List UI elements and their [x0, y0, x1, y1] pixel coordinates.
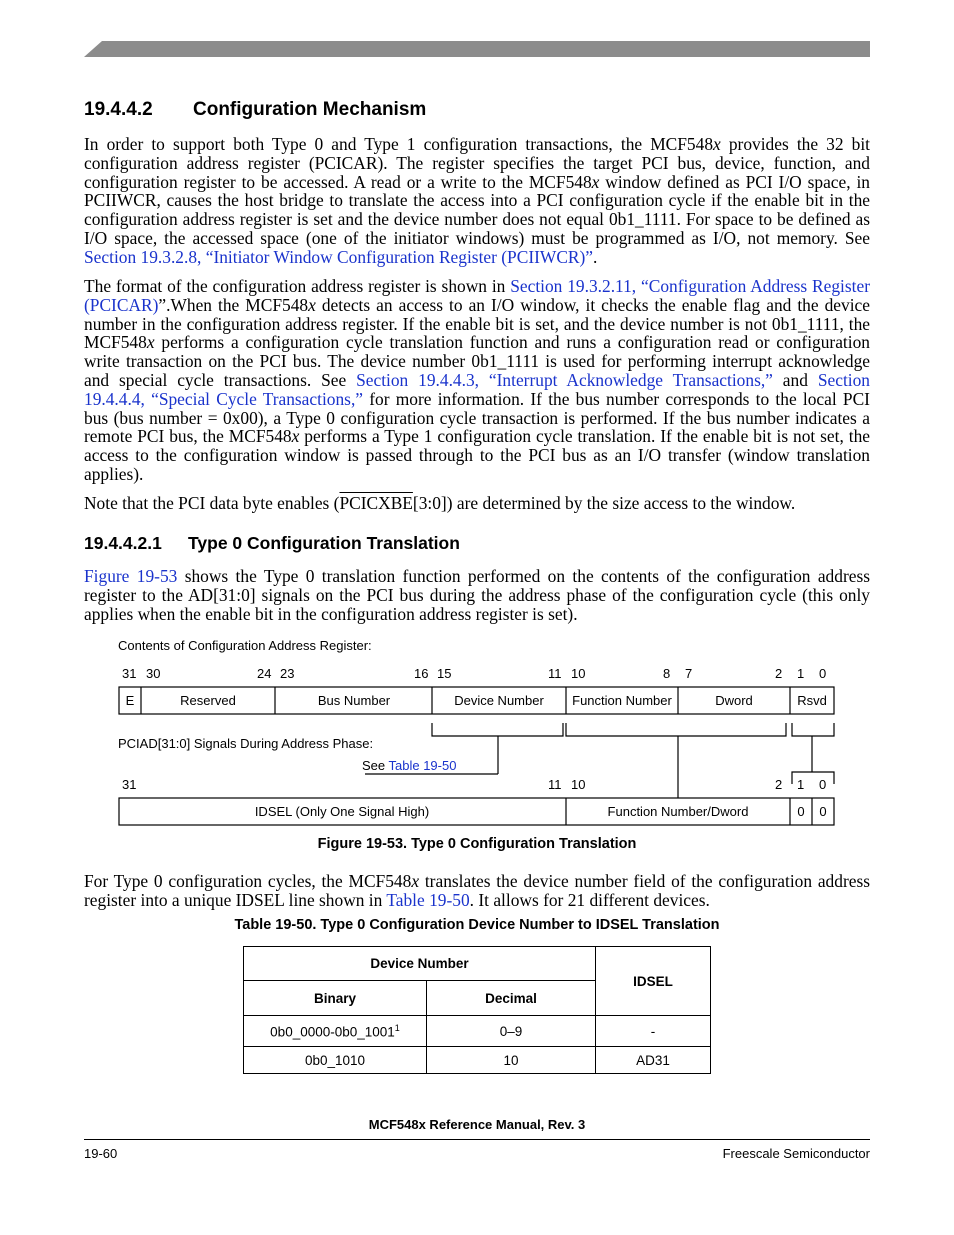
cell-decimal: 0–9	[427, 1016, 596, 1047]
bit-number: 1	[797, 666, 805, 681]
table-caption: Table 19-50. Type 0 Configuration Device Number to IDSEL Translation	[234, 917, 720, 933]
header-bar	[84, 41, 870, 57]
section-number: 19.4.4.2	[84, 99, 153, 120]
link-table-19-50: Table 19-50	[388, 758, 457, 773]
bit-number: 10	[571, 666, 586, 681]
bit-number: 1	[797, 777, 805, 792]
see-table-note: See Table 19-50	[362, 758, 457, 773]
footer-rule	[84, 1139, 870, 1140]
link-figure-19-53[interactable]: Figure 19-53	[84, 566, 178, 586]
subsection-heading	[84, 533, 460, 554]
bit-number: 30	[146, 666, 161, 681]
cell-decimal: 10	[427, 1047, 596, 1074]
bit-number: 10	[571, 777, 586, 792]
field-rsvd: Rsvd	[797, 693, 827, 708]
field-dword: Dword	[715, 693, 753, 708]
bracket-function-dword	[566, 723, 786, 736]
bit-number: 16	[414, 666, 429, 681]
figure-top-label: Contents of Configuration Address Register:	[118, 638, 372, 653]
paragraph-idsel: For Type 0 configuration cycles, the MCF548x translates the device number field of the configuration address register into a unique IDSEL line shown in Table 19-50. It allows for 21 different devices.	[84, 871, 870, 910]
header-idsel: IDSEL	[596, 947, 711, 1016]
field-device-number: Device Number	[454, 693, 544, 708]
table-row	[244, 1047, 711, 1074]
subsection-number: 19.4.4.2.1	[84, 533, 162, 553]
paragraph-type0: Figure 19-53 shows the Type 0 translation function performed on the contents of the configuration address register to the AD[31:0] signals on the PCI bus during the address phase of the configuration cycle (this only applies when the enable bit in the configuration address register is set).	[84, 566, 870, 624]
bit-number: 0	[819, 666, 827, 681]
paragraph-format: The format of the configuration address register is shown in Section 19.3.2.11, “Configuration Address Register (PCICAR)”.When the MCF548x detects an access to an I/O window, it checks the enable flag and the device number in the configuration address register. If the enable bit is set, and the device number is not 0b1_1111, the MCF548x performs a configuration cycle translation function and runs a configuration read or configuration write transaction on the PCI bus. The device number 0b1_1111 is used for performing interrupt acknowledge and special cycle transactions. See Section 19.4.4.3, “Interrupt Acknowledge Transactions,” and Section 19.4.4.4, “Special Cycle Transactions,” for more information. If the bus number corresponds to the local PCI bus (bus number = 0x00), a Type 0 configuration cycle transaction is performed. If the bus number indicates a remote PCI bus, the MCF548x performs a Type 1 configuration cycle translation. If the enable bit is not set, the access to the configuration window is passed through to the PCI bus as an I/O transfer (window translation applies).	[84, 276, 870, 484]
bit-number: 11	[548, 666, 562, 681]
header-device-number: Device Number	[244, 947, 596, 981]
register-box-top	[119, 687, 834, 714]
paragraph-intro: In order to support both Type 0 and Type 1 configuration transactions, the MCF548x provides the 32 bit configuration address register (PCICAR). The register specifies the target PCI bus, device, function, and configuration register to be accessed. A read or a write to the MCF548x window defined as PCI I/O space, in PCIIWCR, causes the host bridge to translate the access into a PCI configuration cycle if the enable bit in the configuration address register is set and the device number does not equal 0b1_1111. For space to be defined as I/O space, the accessed space (one of the initiator windows) must be programmed as I/O, not memory. See Section 19.3.2.8, “Initiator Window Configuration Register (PCIIWCR)”.	[84, 134, 871, 267]
link-section-19-4-4-3[interactable]: Section 19.4.4.3, “Interrupt Acknowledge Transactions,”	[356, 369, 773, 390]
subsection-title: Type 0 Configuration Translation	[188, 533, 460, 553]
pcicxbe-signal: PCICXBE	[339, 493, 413, 513]
field-bit1: 0	[797, 804, 805, 819]
paragraph-byte-enables: Note that the PCI data byte enables (PCICXBE[3:0]) are determined by the size access to the window.	[84, 493, 796, 513]
figure-bottom-label: PCIAD[31:0] Signals During Address Phase:	[118, 736, 374, 751]
footer-company: Freescale Semiconductor	[722, 1146, 870, 1161]
register-box-bottom	[119, 798, 834, 825]
bit-number: 15	[437, 666, 452, 681]
link-section-19-3-2-11[interactable]: Section 19.3.2.11, “Configuration Address Register (PCICAR)	[84, 276, 870, 315]
cell-binary: 0b0_1010	[244, 1047, 427, 1074]
idsel-table	[243, 946, 711, 1074]
bit-number: 2	[775, 666, 783, 681]
footnote-marker: 1	[394, 1022, 400, 1033]
bit-number: 23	[280, 666, 295, 681]
section-heading	[84, 99, 426, 121]
header-binary: Binary	[244, 981, 427, 1016]
bit-number: 2	[775, 777, 783, 792]
bit-number: 7	[685, 666, 693, 681]
field-function-number: Function Number	[572, 693, 672, 708]
cell-idsel: AD31	[596, 1047, 711, 1074]
link-section-19-3-2-8[interactable]: Section 19.3.2.8, “Initiator Window Configuration Register (PCIIWCR)”	[84, 246, 594, 267]
bit-number: 31	[122, 777, 137, 792]
field-reserved: Reserved	[180, 693, 236, 708]
bit-number: 0	[819, 777, 827, 792]
bracket-rsvd	[792, 723, 834, 736]
field-enable: E	[125, 693, 135, 708]
cell-binary: 0b0_0000-0b0_1001$^1$	[244, 1016, 427, 1047]
footer-title: MCF548x Reference Manual, Rev. 3	[368, 1117, 586, 1132]
page-number: 19-60	[84, 1146, 118, 1161]
figure-caption: Figure 19-53. Type 0 Configuration Translation	[317, 836, 637, 852]
bracket-device-number	[432, 723, 563, 736]
bit-number: 8	[663, 666, 671, 681]
cell-idsel: -	[596, 1016, 711, 1047]
bit-number: 24	[257, 666, 272, 681]
field-function-dword: Function Number/Dword	[607, 804, 749, 819]
field-bus-number: Bus Number	[317, 693, 391, 708]
table-row	[244, 1016, 711, 1047]
link-section-19-4-4-4[interactable]: Section 19.4.4.4, “Special Cycle Transactions,”	[84, 369, 870, 409]
field-idsel: IDSEL (Only One Signal High)	[254, 804, 430, 819]
field-bit0: 0	[819, 804, 827, 819]
section-title: Configuration Mechanism	[193, 99, 427, 120]
bit-number: 11	[548, 777, 562, 792]
bit-number: 31	[122, 666, 137, 681]
link-table-19-50-text[interactable]: Table 19-50	[386, 889, 470, 910]
header-decimal: Decimal	[427, 981, 596, 1016]
